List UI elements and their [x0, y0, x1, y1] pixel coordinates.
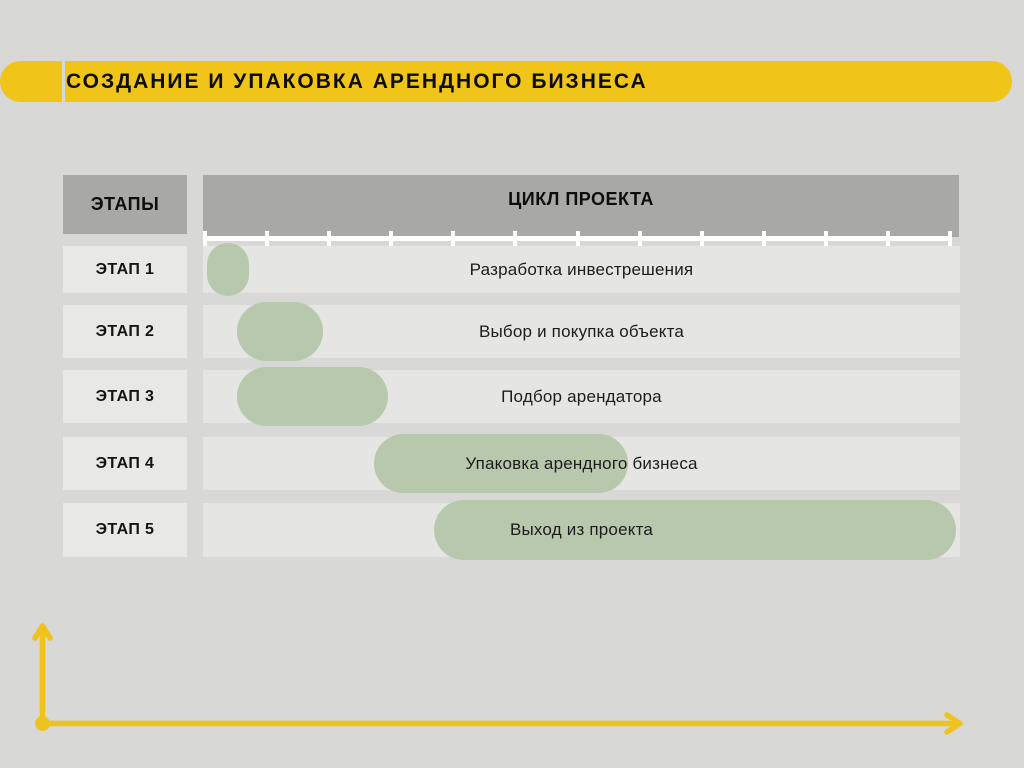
timeline-tick: [451, 231, 455, 246]
stage-label: ЭТАП 5: [63, 503, 187, 557]
title-bar-divider: [62, 61, 65, 102]
title-bar: [0, 61, 1012, 102]
stage-label: ЭТАП 2: [63, 305, 187, 358]
stage-label: ЭТАП 4: [63, 437, 187, 490]
timeline-tick: [824, 231, 828, 246]
task-label: Выбор и покупка объекта: [478, 321, 685, 341]
timeline-tick: [389, 231, 393, 246]
page-title: СОЗДАНИЕ И УПАКОВКА АРЕНДНОГО БИЗНЕСА: [66, 69, 648, 93]
stage-label: ЭТАП 3: [63, 370, 187, 423]
timeline-tick: [700, 231, 704, 246]
timeline-band: [203, 437, 960, 490]
task-label: Подбор арендатора: [501, 386, 662, 406]
timeline-band: [203, 246, 960, 293]
table-row: [0, 246, 1024, 293]
timeline-band: [203, 370, 960, 423]
stages-column-header: ЭТАПЫ: [63, 175, 187, 234]
axes-graphic: [25, 612, 975, 742]
timeline-tick: [513, 231, 517, 246]
timeline-band: [203, 305, 960, 358]
timeline-tick: [886, 231, 890, 246]
timeline-tick: [576, 231, 580, 246]
task-label: Разработка инвестрешения: [469, 259, 694, 279]
stage-label: ЭТАП 1: [63, 246, 187, 293]
timeline-tick: [327, 231, 331, 246]
project-cycle-header: ЦИКЛ ПРОЕКТА: [203, 175, 959, 237]
timeline-tick: [203, 231, 207, 246]
task-label: Упаковка арендного бизнеса: [465, 453, 698, 473]
table-row: [0, 305, 1024, 358]
table-row: [0, 503, 1024, 557]
timeline-band: [203, 503, 960, 557]
axis-origin-dot: [35, 716, 50, 731]
timeline-tick: [265, 231, 269, 246]
timeline-tick: [948, 231, 952, 246]
timeline-ruler: [203, 236, 952, 241]
timeline-tick: [638, 231, 642, 246]
timeline-tick: [762, 231, 766, 246]
table-row: [0, 437, 1024, 490]
task-label: Выход из проекта: [509, 520, 654, 539]
table-row: [0, 370, 1024, 423]
